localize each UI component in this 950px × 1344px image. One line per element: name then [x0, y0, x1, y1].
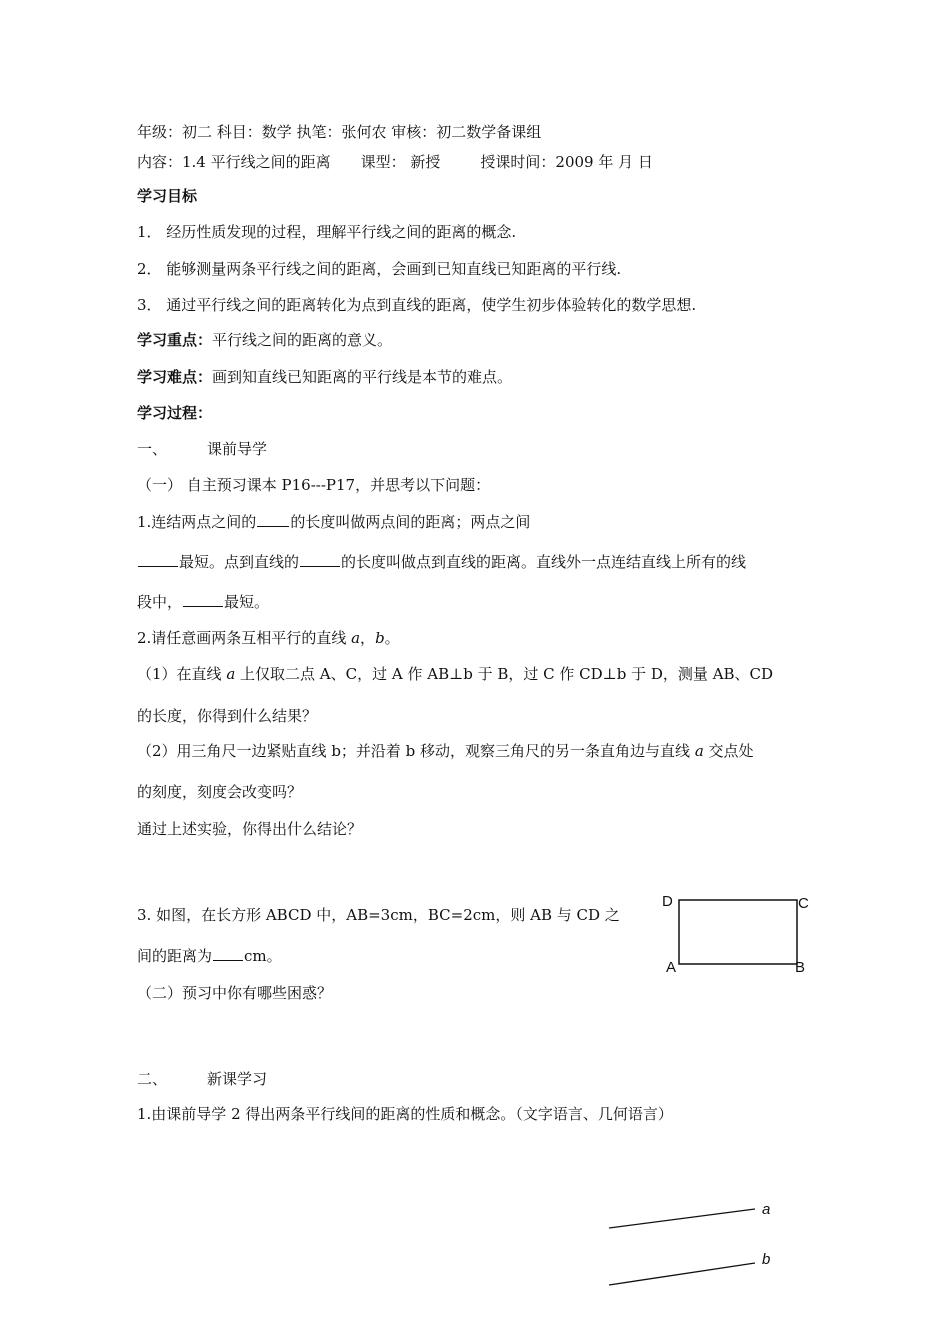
key-point-text: 平行线之间的距离的意义。	[212, 331, 393, 349]
section-2-num: 二、	[137, 1070, 168, 1088]
process-title: 学习过程：	[137, 404, 213, 422]
conclusion-prompt: 通过上述实验，你得出什么结论？	[137, 820, 363, 838]
header-lesson-type: 课型： 新授	[360, 153, 441, 171]
header-line-1: 年级：初二 科目：数学 执笔：张何农 审核：初二数学备课组	[137, 123, 542, 141]
section-1-title: 课前导学	[207, 440, 268, 458]
fill-blank-3[interactable]	[300, 551, 340, 567]
q2-2-text-a: （2）用三角尺一边紧贴直线 b；并沿着 b 移动，观察三角尺的另一条直角边与直线	[137, 742, 695, 760]
q2-1-text-b: 上仅取二点 A、C，过 A 作 AB⊥b 于 B，过 C 作 CD⊥b 于 D，测量 AB、CD	[235, 665, 774, 683]
q3-text-c: cm。	[244, 947, 282, 965]
q1-text-a: 1.连结两点之间的	[137, 513, 257, 531]
goal-item-2: 2． 能够测量两条平行线之间的距离，会画到已知直线已知距离的平行线.	[137, 260, 622, 278]
q2-1-text-a: （1）在直线	[137, 665, 227, 683]
subsection-2: （二）预习中你有哪些困惑？	[137, 984, 333, 1002]
question-2-2-line-1	[137, 741, 754, 761]
parallel-lines-figure	[600, 1190, 790, 1300]
fill-blank-1[interactable]	[257, 511, 289, 527]
question-2-1-line-2: 的长度，你得到什么结果？	[137, 707, 318, 725]
question-1-line-2	[137, 551, 746, 572]
rect-label-b: B	[795, 959, 806, 976]
rect-label-d: D	[662, 893, 673, 910]
q1-text-f: 最短。	[224, 593, 270, 611]
q2-var-a: a	[351, 629, 361, 647]
difficulty-label: 学习难点：	[137, 368, 213, 386]
line-b	[609, 1263, 755, 1285]
section-2-title: 新课学习	[207, 1070, 268, 1088]
header-content: 内容：1.4 平行线之间的距离	[137, 153, 331, 171]
question-3-line-2	[137, 945, 282, 966]
q2-text: 2.请任意画两条互相平行的直线	[137, 629, 352, 647]
key-point	[137, 330, 392, 350]
line-label-a: a	[762, 1201, 771, 1218]
q2-1-var: a	[226, 665, 236, 683]
question-1-line-1	[137, 511, 530, 532]
question-2-2-line-2: 的刻度，刻度会改变吗？	[137, 783, 303, 801]
question-1-line-3	[137, 591, 269, 612]
q2-2-var: a	[694, 742, 704, 760]
q1-text-b: 的长度叫做两点间的距离；两点之间	[290, 513, 531, 531]
goal-item-3: 3． 通过平行线之间的距离转化为点到直线的距离，使学生初步体验转化的数学思想.	[137, 296, 697, 314]
difficulty-text: 画到知直线已知距离的平行线是本节的难点。	[212, 368, 513, 386]
section-2-heading	[137, 1069, 267, 1089]
question-3-line-1: 3. 如图，在长方形 ABCD 中，AB=3cm，BC=2cm，则 AB 与 CD 之	[137, 906, 620, 924]
rectangle-figure	[655, 888, 825, 978]
q1-text-e: 段中，	[137, 593, 183, 611]
section-1-num: 一、	[137, 440, 168, 458]
header-lesson-time: 授课时间：2009 年 月 日	[480, 153, 653, 171]
q2-2-text-b: 交点处	[703, 742, 754, 760]
difficulty	[137, 367, 512, 387]
question-2	[137, 628, 400, 648]
q2-sep: ，	[360, 629, 376, 647]
question-2-1-line-1	[137, 664, 773, 684]
new-lesson-item-1: 1.由课前导学 2 得出两条平行线间的距离的性质和概念。（文字语言、几何语言）	[137, 1105, 673, 1123]
q2-end: 。	[384, 629, 400, 647]
q3-text-b: 间的距离为	[137, 947, 213, 965]
fill-blank-5[interactable]	[213, 945, 243, 961]
line-a	[609, 1209, 755, 1228]
goals-title: 学习目标	[137, 187, 198, 205]
rect-label-a: A	[666, 959, 677, 976]
fill-blank-4[interactable]	[183, 591, 223, 607]
q1-text-c: 最短。点到直线的	[179, 553, 300, 571]
q2-var-b: b	[375, 629, 385, 647]
key-point-label: 学习重点：	[137, 331, 213, 349]
fill-blank-2[interactable]	[138, 551, 178, 567]
rectangle-abcd	[679, 900, 797, 964]
rect-label-c: C	[798, 895, 809, 912]
subsection-1: （一） 自主预习课本 P16---P17，并思考以下问题：	[137, 476, 491, 494]
goal-item-1: 1． 经历性质发现的过程，理解平行线之间的距离的概念.	[137, 223, 517, 241]
q1-text-d: 的长度叫做点到直线的距离。直线外一点连结直线上所有的线	[341, 553, 747, 571]
section-1-heading	[137, 439, 267, 459]
header-line-2	[137, 152, 653, 172]
line-label-b: b	[762, 1251, 771, 1268]
